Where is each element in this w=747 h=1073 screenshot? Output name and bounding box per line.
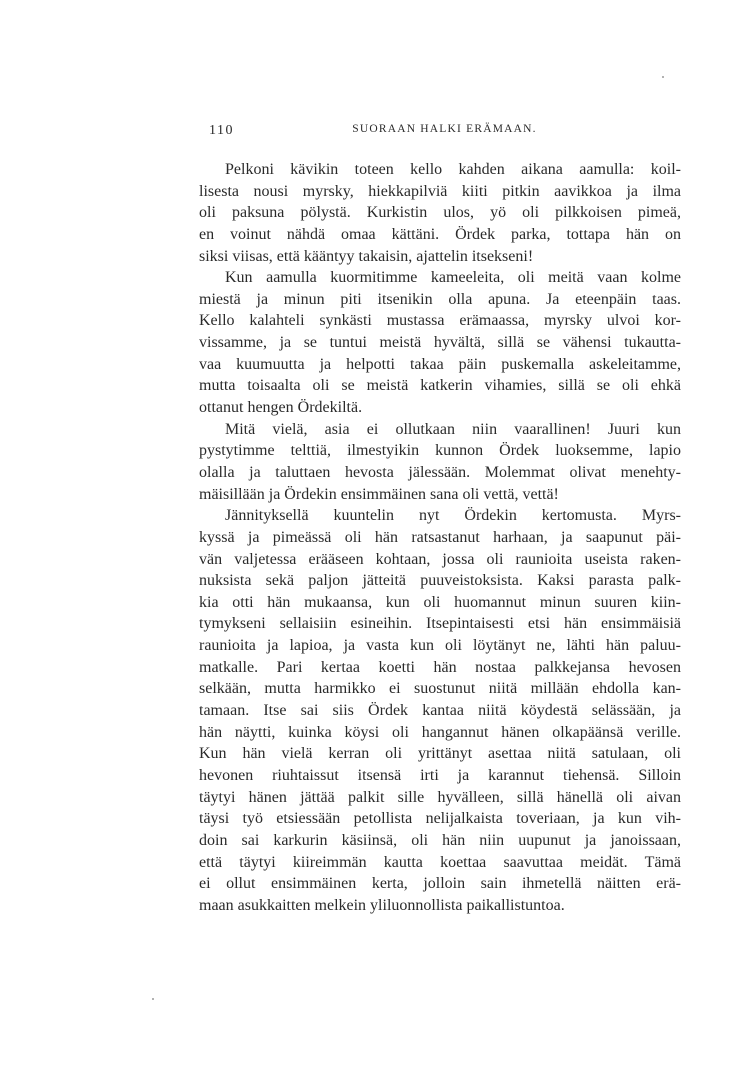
running-title: SUORAAN HALKI ERÄMAAN. xyxy=(352,123,537,135)
text-line: raunioita ja lapioa, ja vasta kun oli löytänyt ne, lähti hän paluu- xyxy=(199,637,681,655)
text-line: Kello kalahteli synkästi mustassa erämaassa, myrsky ulvoi kor- xyxy=(199,312,681,330)
text-line: hevonen riuhtaissut itsensä irti ja karannut tiehensä. Silloin xyxy=(199,766,681,784)
text-line: vaa kuumuutta ja helpotti takaa päin puskemalla askeleitamme, xyxy=(199,355,681,373)
text-line: Jännityksellä kuuntelin nyt Ördekin kertomusta. Myrs- xyxy=(225,507,681,525)
text-line: selkään, mutta harmikko ei suostunut niitä millään ehdolla kan- xyxy=(199,680,681,698)
text-line: oli paksuna pölystä. Kurkistin ulos, yö oli pilkkoisen pimeä, xyxy=(199,204,681,222)
text-line: täysi työ etsiessään petollista nelijalkaista toveriaan, ja kun vih- xyxy=(199,810,681,828)
text-line: tamaan. Itse sai siis Ördek kantaa niitä köydestä selässään, ja xyxy=(199,702,681,720)
body-text xyxy=(199,159,681,916)
text-line: siksi viisas, että kääntyy takaisin, ajattelin itsekseni! xyxy=(199,247,534,265)
paper-speck xyxy=(152,998,154,1000)
text-line: en voinut nähdä omaa kättäni. Ördek parka, tottapa hän on xyxy=(199,225,681,243)
text-line: olalla ja taluttaen hevosta jälessään. Molemmat olivat menehty- xyxy=(199,463,681,481)
text-line: tymykseni sellaisiin esineihin. Itsepintaisesti etsi hän ensimmäisiä xyxy=(199,615,681,633)
text-line: kia otti hän mukaansa, kun oli huomannut minun suuren kiin- xyxy=(199,593,681,611)
page-number: 110 xyxy=(209,123,234,138)
text-line: maan asukkaitten melkein yliluonnollista paikallistuntoa. xyxy=(199,896,565,914)
text-line: täytyi hänen jättää palkit sille hyvälleen, sillä hänellä oli aivan xyxy=(199,788,681,806)
text-line: että täytyi kiireimmän kautta koettaa saavuttaa meidät. Tämä xyxy=(199,853,681,871)
text-line: hän näytti, kuinka köysi oli hangannut hänen olkapäänsä verille. xyxy=(199,723,681,741)
text-line: mutta toisaalta oli se meistä katkerin vihamies, sillä se oli ehkä xyxy=(199,377,681,395)
text-line: pystytimme telttiä, ilmestyikin kunnon Ördek luoksemme, lapio xyxy=(199,442,681,460)
text-line: doin sai karkurin käsiinsä, oli hän niin uupunut ja janoissaan, xyxy=(199,831,681,849)
text-line: miestä ja minun piti itsenikin olla apuna. Ja eteenpäin taas. xyxy=(199,290,681,308)
text-line: vissamme, ja se tuntui meistä hyvältä, sillä se vähensi tukautta- xyxy=(199,334,681,352)
text-line: kyssä ja pimeässä oli hän ratsastanut harhaan, ja saapunut päi- xyxy=(199,528,681,546)
text-line: Kun hän vielä kerran oli yrittänyt asettaa niitä satulaan, oli xyxy=(199,745,681,763)
page-header xyxy=(209,123,680,141)
text-line: Kun aamulla kuormitimme kameeleita, oli meitä vaan kolme xyxy=(225,269,681,287)
text-line: matkalle. Pari kertaa koetti hän nostaa palkkejansa hevosen xyxy=(199,658,681,676)
text-line: Mitä vielä, asia ei ollutkaan niin vaarallinen! Juuri kun xyxy=(225,420,681,438)
text-line: Pelkoni kävikin toteen kello kahden aikana aamulla: koil- xyxy=(225,161,681,178)
paper-speck xyxy=(662,76,664,78)
text-line: mäisillään ja Ördekin ensimmäinen sana oli vettä, vettä! xyxy=(199,485,559,503)
text-line: nuksista sekä paljon jätteitä puuveistoksista. Kaksi parasta palk- xyxy=(199,572,681,590)
text-line: lisesta nousi myrsky, hiekkapilviä kiiti pitkin aavikkoa ja ilma xyxy=(199,182,681,200)
text-line: vän valjetessa erääseen kohtaan, jossa oli raunioita useista raken- xyxy=(199,550,681,568)
text-line: ottanut hengen Ördekiltä. xyxy=(199,399,363,417)
text-line: ei ollut ensimmäinen kerta, jolloin sain ihmetellä näitten erä- xyxy=(199,875,681,893)
